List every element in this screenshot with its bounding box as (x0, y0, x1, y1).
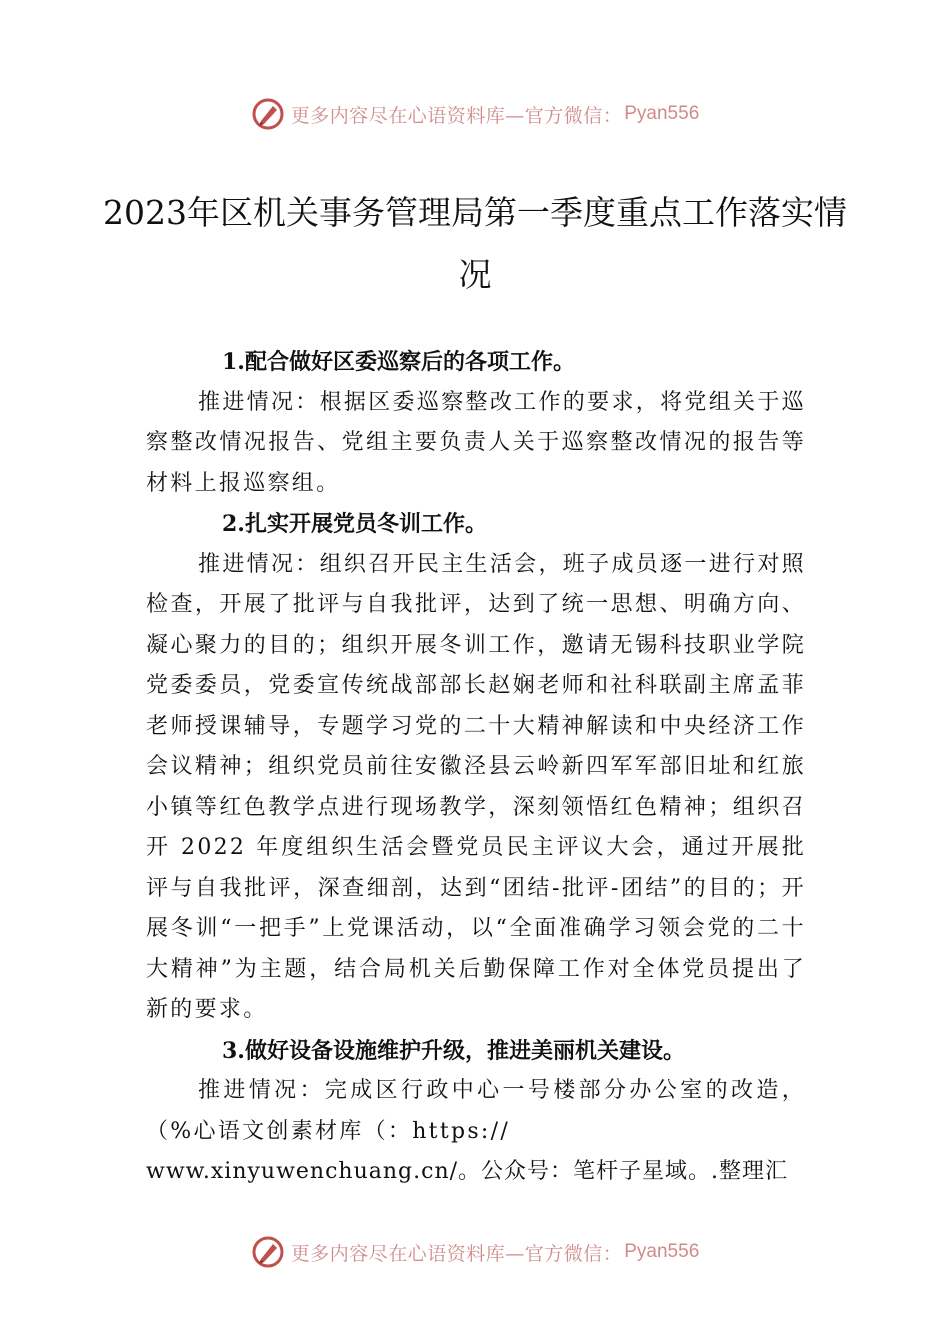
wechat-id: Pyan556 (624, 103, 700, 124)
section-heading-3: 3.做好设备设施维护升级，推进美丽机关建设。 (222, 1037, 685, 1064)
footer-watermark (0, 1232, 950, 1272)
watermark-text: 更多内容尽在心语资料库—官方微信： (290, 1242, 623, 1265)
section-content-2: 推进情况：组织召开民主生活会，班子成员逐一进行对照检查，开展了批评与自我批评，达到了统一思想、明确方向、凝心聚力的目的；组织开展冬训工作，邀请无锡科技职业学院党委委员，党委宣传统战部部长赵娴老师和社科联副主席孟菲老师授课辅导，专题学习党的二十大精神解读和中央经济工作会议精神；组织党员前往安徽泾县云岭新四军军部旧址和红旅小镇等红色教学点进行现场教学，深刻领悟红色精神；组织召开 2022 年度组织生活会暨党员民主评议大会，通过开展批评与自我批评，深查细剖，达到“团结-批评-团结”的目的；开展冬训“一把手”上党课活动，以“全面准确学习领会党的二十大精神”为主题，结合局机关后勤保障工作对全体党员提出了新的要求。 (146, 551, 806, 1022)
document-body (146, 342, 806, 1193)
section-content-3-tail: www.xinyuwenchuang.cn/。公众号：笔杆子星域。.整理汇 (146, 1159, 789, 1184)
document-title: 2023年区机关事务管理局第一季度重点工作落实情况 (103, 193, 847, 294)
pen-nib-logo-icon (251, 1235, 285, 1269)
section-content-3: 推进情况：完成区行政中心一号楼部分办公室的改造，（%心语文创素材库（：https:// (146, 1078, 806, 1144)
header-watermark (0, 94, 950, 134)
section-heading-2: 2.扎实开展党员冬训工作。 (222, 511, 487, 537)
pen-nib-logo-icon (251, 97, 285, 131)
wechat-id: Pyan556 (624, 1241, 700, 1262)
section-content-1: 推进情况：根据区委巡察整改工作的要求，将党组关于巡察整改情况报告、党组主要负责人关于巡察整改情况的报告等材料上报巡察组。 (146, 389, 806, 496)
watermark-text: 更多内容尽在心语资料库—官方微信： (290, 104, 623, 127)
section-heading-1: 1.配合做好区委巡察后的各项工作。 (222, 349, 575, 375)
